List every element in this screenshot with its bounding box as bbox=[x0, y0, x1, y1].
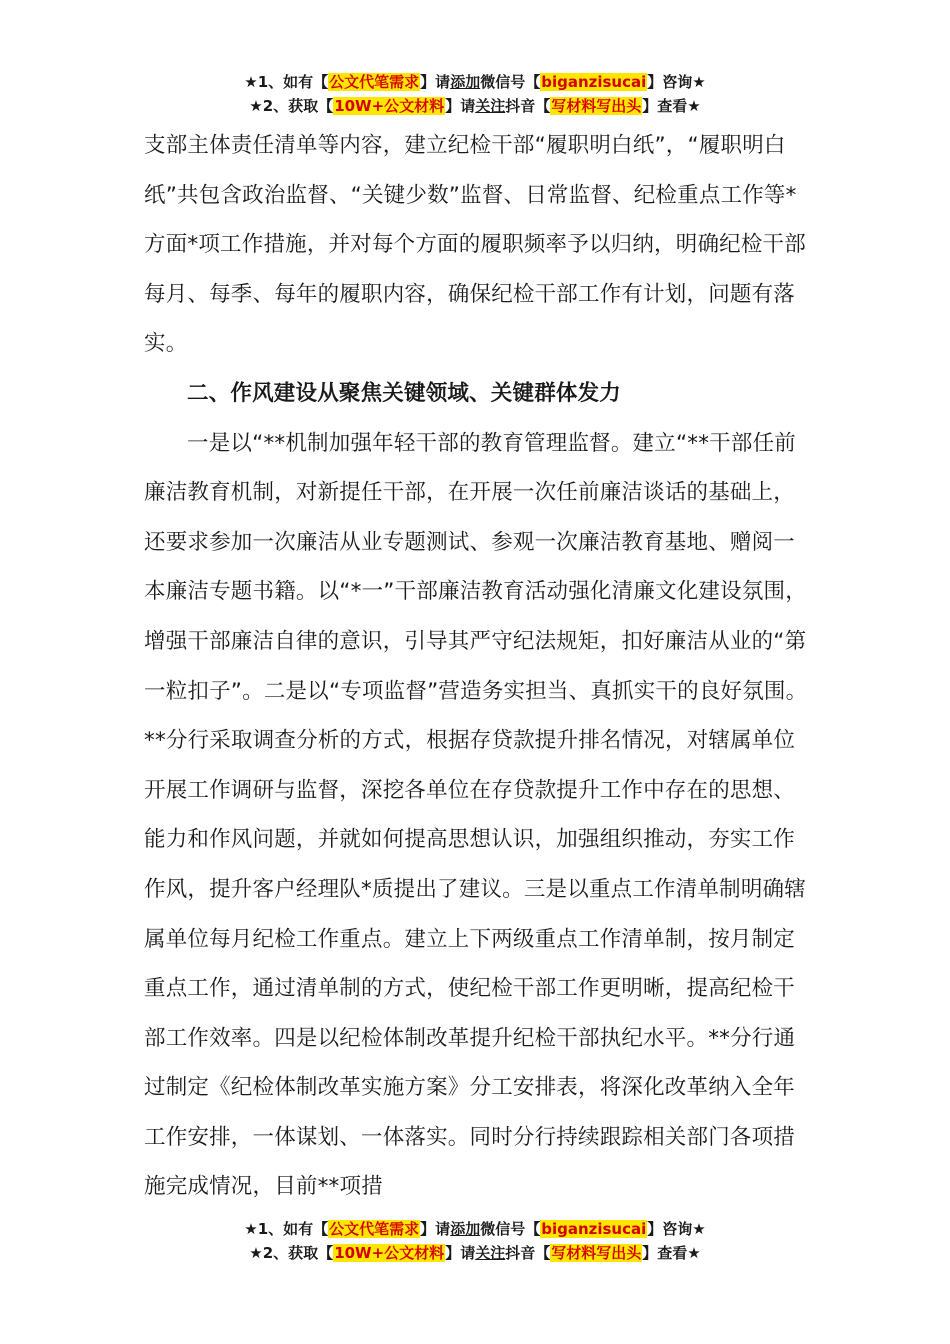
underlined-text: 添加 bbox=[450, 1220, 481, 1238]
banner-text: 】查看★ bbox=[642, 97, 701, 115]
banner-text: 】请 bbox=[420, 73, 451, 91]
bottom-banner bbox=[0, 1217, 950, 1265]
underlined-text: 添加 bbox=[450, 73, 481, 91]
highlight-materials: 10W+公文材料 bbox=[334, 1244, 445, 1262]
banner-text: 】咨询★ bbox=[647, 73, 706, 91]
highlight-wechat-id: biganzisucai bbox=[541, 1220, 647, 1238]
paragraph-2: 一是以“**机制加强年轻干部的教育管理监督。建立“**干部任前廉洁教育机制，对新提任干部，在开展一次任前廉洁谈话的基础上，还要求参加一次廉洁从业专题测试、参观一次廉洁教育基地、赠阅一本廉洁专题书籍。以“*一”干部廉洁教育活动强化清廉文化建设氛围，增强干部廉洁自律的意识，引导其严守纪法规矩，扣好廉洁从业的“第一粒扣子”。二是以“专项监督”营造务实担当、真抓实干的良好氛围。**分行采取调查分析的方式，根据存贷款提升排名情况，对辖属单位开展工作调研与监督，深挖各单位在存贷款提升工作中存在的思想、能力和作风问题，并就如何提高思想认识，加强组织推动，夯实工作作风，提升客户经理队*质提出了建议。三是以重点工作清单制明确辖属单位每月纪检工作重点。建立上下两级重点工作清单制，按月制定重点工作，通过清单制的方式，使纪检干部工作更明晰，提高纪检干部工作效率。四是以纪检体制改革提升纪检干部执纪水平。**分行通过制定《纪检体制改革实施方案》分工安排表，将深化改革纳入全年工作安排，一体谋划、一体落实。同时分行持续跟踪相关部门各项措施完成情况，目前**项措 bbox=[144, 430, 808, 1200]
banner-text: ★2、获取【 bbox=[249, 1244, 334, 1262]
section-heading-2: 二、作风建设从聚焦关键领域、关键群体发力 bbox=[187, 380, 622, 406]
banner-text: 】请 bbox=[445, 1244, 476, 1262]
banner-text: 】查看★ bbox=[642, 1244, 701, 1262]
document-body bbox=[144, 121, 812, 1212]
top-banner bbox=[0, 70, 950, 118]
banner-text: 】请 bbox=[420, 1220, 451, 1238]
highlight-service: 公文代笔需求 bbox=[329, 1220, 420, 1238]
banner-line-2 bbox=[0, 94, 950, 118]
highlight-materials: 10W+公文材料 bbox=[334, 97, 445, 115]
banner-text: ★1、如有【 bbox=[244, 73, 329, 91]
banner-text: 抖音【 bbox=[505, 1244, 551, 1262]
banner-line-2 bbox=[0, 1241, 950, 1265]
banner-text: 微信号【 bbox=[480, 73, 541, 91]
highlight-douyin: 写材料写出头 bbox=[551, 97, 642, 115]
banner-text: 】咨询★ bbox=[647, 1220, 706, 1238]
highlight-wechat-id: biganzisucai bbox=[541, 73, 647, 91]
underlined-text: 关注 bbox=[475, 97, 506, 115]
underlined-text: 关注 bbox=[475, 1244, 506, 1262]
highlight-douyin: 写材料写出头 bbox=[551, 1244, 642, 1262]
banner-line-1 bbox=[0, 1217, 950, 1241]
banner-text: 抖音【 bbox=[505, 97, 551, 115]
banner-text: ★1、如有【 bbox=[244, 1220, 329, 1238]
banner-line-1 bbox=[0, 70, 950, 94]
banner-text: 微信号【 bbox=[480, 1220, 541, 1238]
paragraph-1: 支部主体责任清单等内容，建立纪检干部“履职明白纸”，“履职明白纸”共包含政治监督、“关键少数”监督、日常监督、纪检重点工作等*方面*项工作措施，并对每个方面的履职频率予以归纳，明确纪检干部每月、每季、每年的履职内容，确保纪检干部工作有计划，问题有落实。 bbox=[144, 133, 806, 357]
highlight-service: 公文代笔需求 bbox=[329, 73, 420, 91]
banner-text: ★2、获取【 bbox=[249, 97, 334, 115]
banner-text: 】请 bbox=[445, 97, 476, 115]
